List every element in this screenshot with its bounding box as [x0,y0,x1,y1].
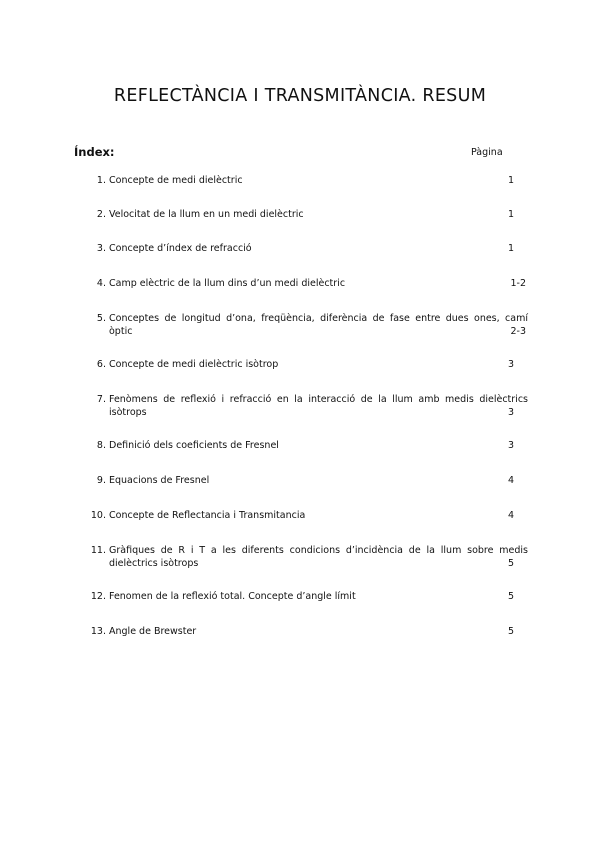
toc-entry-text: Velocitat de la llum en un medi dielèctric [109,209,304,220]
toc-entry-page: 3 [507,359,514,370]
toc-entry-number: 3. [96,243,106,254]
toc-entry-page: 4 [507,510,514,521]
toc-entry-number: 10. [90,510,106,521]
toc-entry-text: Fenomen de la reflexió total. Concepte d’angle límit [109,591,356,602]
document-title: REFLECTÀNCIA I TRANSMITÀNCIA. RESUM [113,86,487,106]
toc-entry-page: 1-2 [510,278,526,289]
toc-entry-text-line1: Gràfiques de R i T a les diferents condicions d’incidència de la llum sobre medis [109,545,528,556]
toc-entry-page: 4 [507,475,514,486]
toc-entry-text-line2: isòtrops [109,406,147,418]
toc-entry-page: 5 [507,626,514,637]
toc-entry-text-line1: Fenòmens de reflexió i refracció en la interacció de la llum amb medis dielèctrics [109,394,528,405]
toc-entry-number: 5. [96,313,106,324]
toc-entry-number: 13. [90,626,106,637]
toc-entry-number: 9. [96,475,106,486]
toc-entry-text: Concepte de medi dielèctric [109,175,243,186]
toc-entry-text-line2: òptic [109,325,133,337]
toc-entry-page: 5 [507,557,514,569]
toc-entry-page: 3 [507,406,514,418]
toc-entry-number: 1. [96,175,106,186]
toc-entry-number: 4. [96,278,106,289]
toc-entry-number: 8. [96,440,106,451]
toc-entry-text: Concepte de medi dielèctric isòtrop [109,359,279,370]
toc-entry-number: 11. [90,545,106,556]
toc-entry-page: 1 [507,243,514,254]
toc-entry-page: 3 [507,440,514,451]
toc-entry-number: 7. [96,394,106,405]
toc-entry-number: 6. [96,359,106,370]
toc-entry-page: 1 [507,209,514,220]
index-heading: Índex: [74,145,115,159]
toc-entry-page: 2-3 [510,325,526,337]
toc-entry-text: Camp elèctric de la llum dins d’un medi dielèctric [109,278,346,289]
toc-entry-text: Concepte de Reflectancia i Transmitancia [109,510,306,521]
page-column-heading: Pàgina [471,147,503,158]
toc-entry-number: 12. [90,591,106,602]
toc-entry-text-line1: Conceptes de longitud d’ona, freqüència, diferència de fase entre dues ones, camí [109,313,528,324]
toc-entry-text-line2: dielèctrics isòtrops [109,557,199,569]
toc-entry-page: 5 [507,591,514,602]
toc-entry-text: Definició dels coeficients de Fresnel [109,440,279,451]
toc-entry-text: Equacions de Fresnel [109,475,210,486]
toc-entry-number: 2. [96,209,106,220]
toc-entry-text: Angle de Brewster [109,626,197,637]
toc-entry-text: Concepte d’índex de refracció [109,243,252,254]
toc-entry-page: 1 [507,175,514,186]
